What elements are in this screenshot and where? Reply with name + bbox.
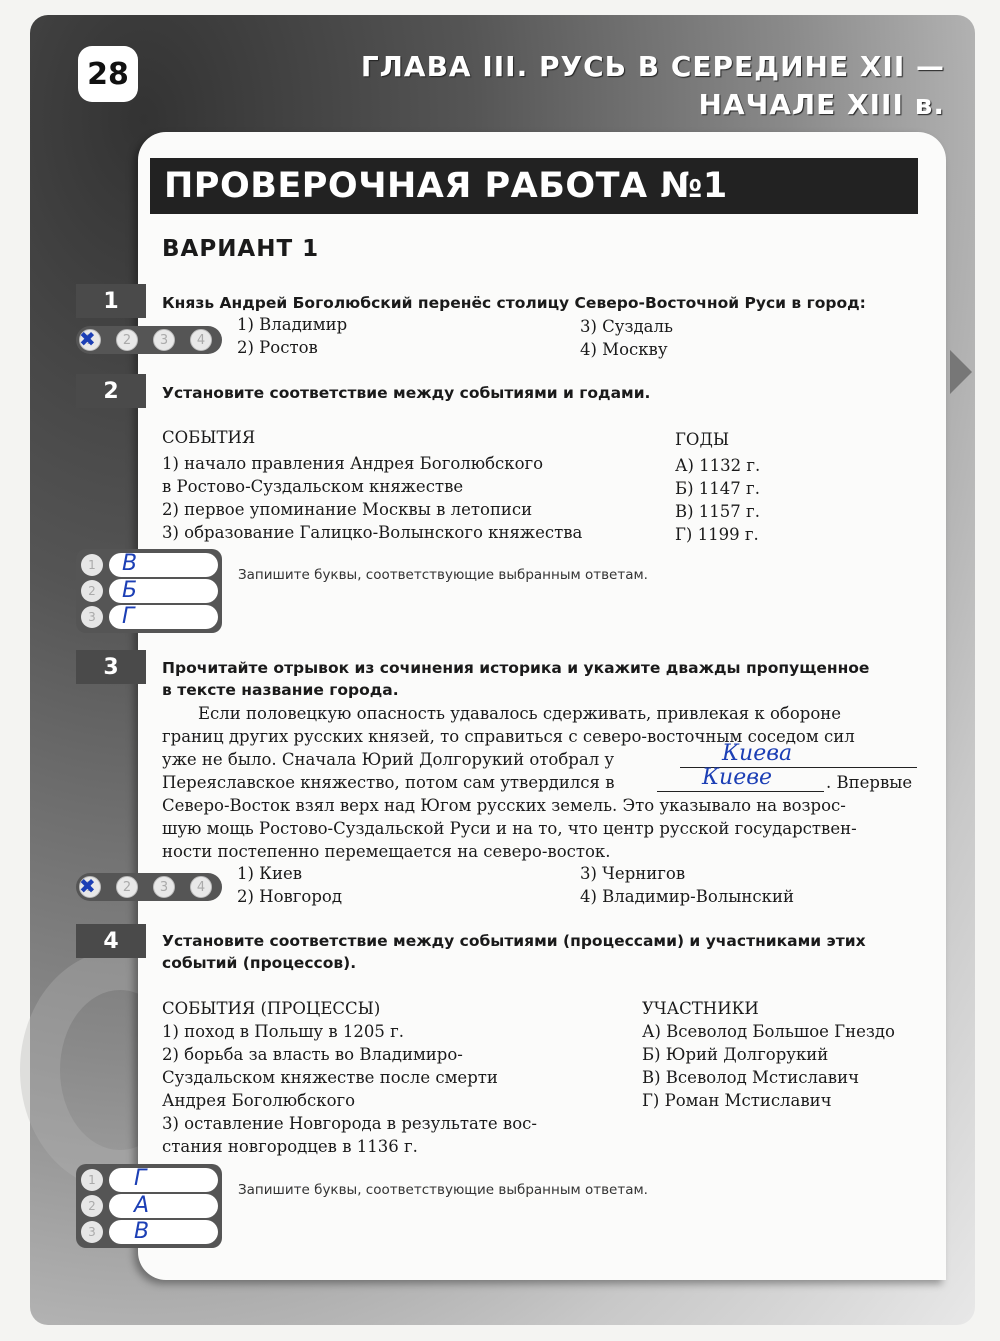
chapter-title-line2: НАЧАЛЕ XIII в. (698, 88, 945, 121)
q2-handwritten-answer-1: В (122, 551, 138, 576)
q4-participant-b: Б) Юрий Долгорукий (642, 1045, 829, 1064)
question-number-3: 3 (76, 650, 146, 684)
q4-row-number-3: 3 (81, 1221, 103, 1243)
q4-answer-row-3 (81, 1220, 218, 1244)
q4-event-2: 2) борьба за власть во Владимиро- (162, 1045, 463, 1064)
q4-answer-field-2[interactable] (109, 1194, 218, 1218)
q3-option-1: 1) Киев (237, 864, 303, 883)
page-number: 28 (78, 46, 138, 102)
q3-passage-line7: ности постепенно перемещается на северо-восток. (162, 842, 611, 861)
q3-option-3: 3) Чернигов (580, 864, 686, 883)
q4-handwritten-answer-3: В (134, 1219, 150, 1244)
question-number-2: 2 (76, 374, 146, 408)
chapter-title (325, 48, 945, 124)
q2-event-3: 3) образование Галицко-Волынского княжества (162, 523, 583, 542)
q4-row-number-1: 1 (81, 1169, 103, 1191)
q2-year-c: В) 1157 г. (675, 502, 760, 521)
q4-answer-field-1[interactable] (109, 1168, 218, 1192)
q3-passage-line4-end: . Впервые (826, 773, 913, 792)
variant-heading: ВАРИАНТ 1 (162, 236, 320, 262)
q4-row-number-2: 2 (81, 1195, 103, 1217)
q3-option-2: 2) Новгород (237, 887, 343, 906)
q3-passage-line5: Северо-Восток взял верх над Югом русских земель. Это указывало на возрос- (162, 796, 846, 815)
q2-answer-row-2 (81, 579, 218, 603)
q3-option-4: 4) Владимир-Волынский (580, 887, 794, 906)
q2-handwritten-answer-2: Б (122, 578, 138, 603)
q2-row-number-2: 2 (81, 580, 103, 602)
q4-handwritten-answer-1: Г (134, 1166, 147, 1191)
q3-passage-line1: Если половецкую опасность удавалось сдерживать, привлекая к обороне (198, 704, 842, 723)
q3-handwritten-blank-1: Киева (722, 741, 793, 766)
q2-year-b: Б) 1147 г. (675, 479, 760, 498)
q2-row-number-3: 3 (81, 606, 103, 628)
q2-years-header: ГОДЫ (675, 430, 730, 449)
question-4-text-line1: Установите соответствие между событиями (процессами) и участниками этих (162, 932, 866, 950)
q1-radio-2[interactable]: 2 (116, 329, 138, 351)
q4-events-header: СОБЫТИЯ (ПРОЦЕССЫ) (162, 999, 381, 1018)
q2-answer-box (76, 549, 222, 633)
q1-option-3: 3) Суздаль (580, 317, 673, 336)
q4-participant-d: Г) Роман Мстиславич (642, 1091, 832, 1110)
q2-event-1-cont: в Ростово-Суздальском княжестве (162, 477, 464, 496)
question-4-text-line2: событий (процессов). (162, 954, 357, 972)
q4-answer-row-1 (81, 1168, 218, 1192)
q3-passage-line6: шую мощь Ростово-Суздальской Руси и на то, что центр русской государствен- (162, 819, 857, 838)
page-title: ПРОВЕРОЧНАЯ РАБОТА №1 (150, 158, 918, 214)
q3-radio-3[interactable]: 3 (153, 876, 175, 898)
q1-answer-radios (76, 326, 222, 354)
q1-radio-4[interactable]: 4 (190, 329, 212, 351)
q4-instruction-note: Запишите буквы, соответствующие выбранным ответам. (238, 1182, 648, 1198)
q4-event-1: 1) поход в Польшу в 1205 г. (162, 1022, 405, 1041)
q4-participant-c: В) Всеволод Мстиславич (642, 1068, 859, 1087)
q3-answer-radios (76, 873, 222, 901)
q2-answer-row-3 (81, 605, 218, 629)
page-arrow-icon (950, 350, 972, 394)
q3-passage-line2: границ других русских князей, то справиться с северо-восточным соседом сил (162, 727, 855, 746)
question-number-4: 4 (76, 924, 146, 958)
q2-instruction-note: Запишите буквы, соответствующие выбранным ответам. (238, 567, 648, 583)
question-3-text-line2: в тексте название города. (162, 681, 399, 699)
q2-events-header: СОБЫТИЯ (162, 428, 256, 447)
q3-handwritten-blank-2: Киеве (702, 765, 773, 790)
q3-passage-line3: уже не было. Сначала Юрий Долгорукий отобрал у (162, 750, 615, 769)
q3-radio-4[interactable]: 4 (190, 876, 212, 898)
q1-option-4: 4) Москву (580, 340, 668, 359)
q4-event-2-cont1: Суздальском княжестве после смерти (162, 1068, 498, 1087)
q4-handwritten-answer-2: А (134, 1193, 150, 1218)
q1-radio-3[interactable]: 3 (153, 329, 175, 351)
q4-event-3-cont: стания новгородцев в 1136 г. (162, 1137, 418, 1156)
chapter-title-line1: ГЛАВА III. РУСЬ В СЕРЕДИНЕ XII — (360, 50, 945, 83)
q4-event-2-cont2: Андрея Боголюбского (162, 1091, 356, 1110)
q2-event-1: 1) начало правления Андрея Боголюбского (162, 454, 544, 473)
q4-participants-header: УЧАСТНИКИ (642, 999, 759, 1018)
q2-year-d: Г) 1199 г. (675, 525, 759, 544)
q3-passage-line4: Переяславское княжество, потом сам утвердился в (162, 773, 615, 792)
q4-answer-row-2 (81, 1194, 218, 1218)
q4-answer-field-3[interactable] (109, 1220, 218, 1244)
q2-row-number-1: 1 (81, 554, 103, 576)
q3-radio-2[interactable]: 2 (116, 876, 138, 898)
question-2-text: Установите соответствие между событиями и годами. (162, 384, 651, 402)
q2-year-a: А) 1132 г. (675, 456, 761, 475)
q3-radio-1[interactable]: 1 ✖ (79, 876, 101, 898)
q2-event-2: 2) первое упоминание Москвы в летописи (162, 500, 533, 519)
q4-participant-a: А) Всеволод Большое Гнездо (642, 1022, 895, 1041)
question-3-text-line1: Прочитайте отрывок из сочинения историка и укажите дважды пропущенное (162, 659, 870, 677)
q1-option-1: 1) Владимир (237, 315, 348, 334)
q2-answer-row-1 (81, 553, 218, 577)
q3-blank-2[interactable] (657, 791, 824, 792)
question-number-1: 1 (76, 284, 146, 318)
q4-event-3: 3) оставление Новгорода в результате вос- (162, 1114, 537, 1133)
question-1-text: Князь Андрей Боголюбский перенёс столицу Северо-Восточной Руси в город: (162, 294, 866, 312)
q1-option-2: 2) Ростов (237, 338, 318, 357)
q1-radio-1[interactable]: 1 ✖ (79, 329, 101, 351)
q2-handwritten-answer-3: Г (122, 604, 135, 629)
